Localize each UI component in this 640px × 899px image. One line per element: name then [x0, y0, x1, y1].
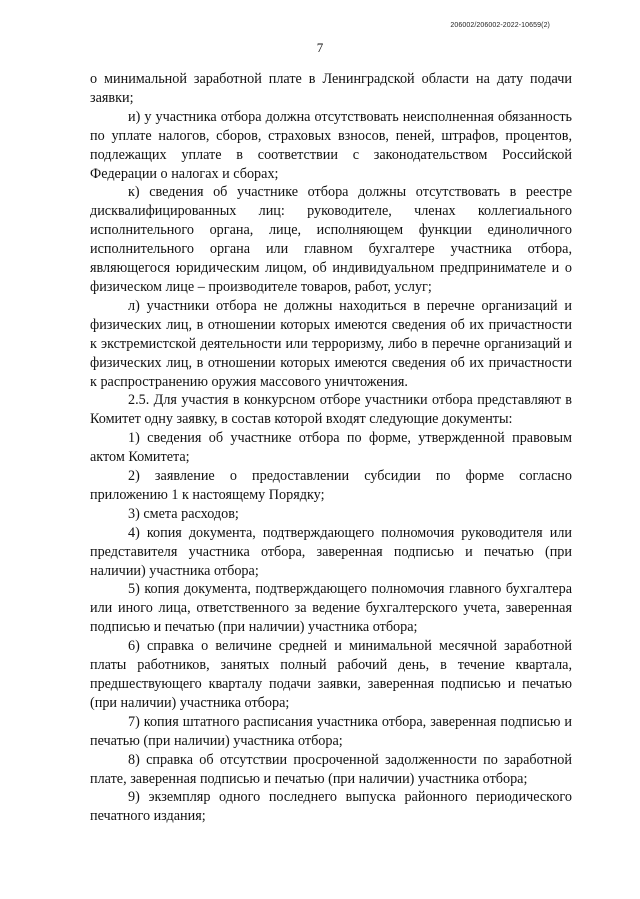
paragraph-item-i: и) у участника отбора должна отсутствовать неисполненная обязанность по уплате налогов, сборов, страховых взносов, пеней, штрафов, процентов, подлежащих уплате в соответствии с законодательством Российской Федерации о налогах и сборах; [90, 108, 572, 182]
list-item-1: 1) сведения об участнике отбора по форме, утвержденной правовым актом Комитета; [90, 430, 572, 466]
list-item-5: 5) копия документа, подтверждающего полномочия главного бухгалтера или иного лица, ответственного за ведение бухгалтерского учета, заверенная подписью и печатью (при наличии) участника отбора; [90, 581, 572, 636]
list-item-3: 3) смета расходов; [128, 505, 239, 522]
list-item-2: 2) заявление о предоставлении субсидии по форме согласно приложению 1 к настоящему Порядку; [90, 468, 572, 503]
document-body [90, 70, 572, 826]
paragraph-item-l: л) участники отбора не должны находиться в перечне организаций и физических лиц, в отношении которых имеются сведения об их причастности к экстремистской деятельности или терроризму, либо в перечне организаций и физических лиц, в отношении которых имеются сведения об их причастности к распространению оружия массового уничтожения. [90, 297, 572, 390]
paragraph-continuation: о минимальной заработной плате в Ленинградской области на дату подачи заявки; [90, 71, 572, 106]
paragraph-2-5: 2.5. Для участия в конкурсном отборе участники отбора представляют в Комитет одну заявку, в состав которой входят следующие документы: [90, 392, 572, 428]
list-item-9: 9) экземпляр одного последнего выпуска районного периодического печатного издания; [90, 789, 572, 825]
list-item-7: 7) копия штатного расписания участника отбора, заверенная подписью и печатью (при наличии) участника отбора; [90, 713, 572, 749]
list-item-6: 6) справка о величине средней и минимальной месячной заработной платы работников, занятых полный рабочий день, в течение квартала, предшествующего кварталу подачи заявки, заверенная подписью и печатью (при наличии) участника отбора; [90, 638, 572, 711]
document-id: 206002/206002-2022-10659(2) [450, 22, 550, 29]
list-item-8: 8) справка об отсутствии просроченной задолженности по заработной плате, заверенная подписью и печатью (при наличии) участника отбора; [90, 751, 572, 787]
page-number: 7 [316, 40, 324, 55]
paragraph-item-k: к) сведения об участнике отбора должны отсутствовать в реестре дисквалифицированных лиц: руководителе, членах коллегиального исполнительного органа, лице, исполняющем функции единоличного исполнительного органа или главном бухгалтере участника отбора, являющегося юридическим лицом, об индивидуальном предпринимателе и о физическом лице – производителе товаров, работ, услуг; [90, 184, 572, 295]
list-item-4: 4) копия документа, подтверждающего полномочия руководителя или представителя участника отбора, заверенная подписью и печатью (при наличии) участника отбора; [90, 524, 572, 579]
